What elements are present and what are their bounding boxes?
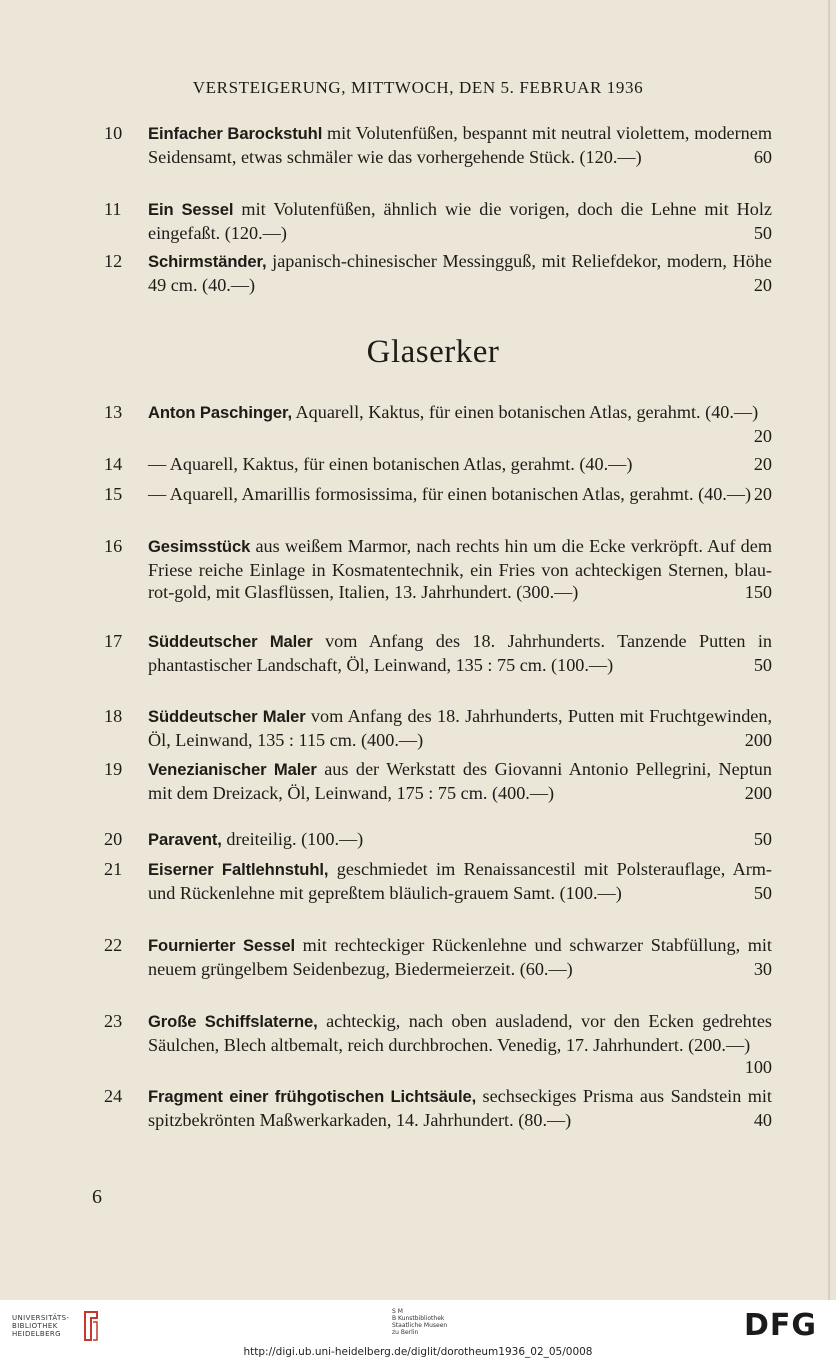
lot-number: 19 xyxy=(104,759,123,779)
library-credit: S M B Kunstbibliothek Staatliche Museen zu Berlin xyxy=(392,1308,448,1336)
lot-price: 200 xyxy=(744,729,772,750)
lot-description: dreiteilig. (100.—) xyxy=(221,829,364,849)
catalog-entry xyxy=(104,453,772,477)
lot-title: Schirmständer, xyxy=(148,252,267,271)
lot-title: Süddeutscher Maler xyxy=(148,632,313,651)
catalog-entry xyxy=(104,934,772,980)
lot-description: Aquarell, Kaktus, für einen botanischen Atlas, gerahmt. (40.—) xyxy=(291,402,759,422)
lot-number: 13 xyxy=(104,402,123,422)
lot-title: Anton Paschinger, xyxy=(148,403,292,422)
catalog-entry xyxy=(104,483,772,507)
university-logo-text: UNIVERSITÄTS- BIBLIOTHEK HEIDELBERG xyxy=(12,1314,70,1338)
lot-price: 60 xyxy=(753,146,772,167)
lot-title: Paravent, xyxy=(148,830,222,849)
lot-price: 20 xyxy=(753,425,772,446)
lot-description: achteckig, nach oben ausladend, vor den Ecken gedrehtes Säulchen, Blech altbemalt, reich durchbrochen. Venedig, 17. Jahrhundert. (200.—) xyxy=(148,1011,772,1055)
lot-description: aus weißem Marmor, nach rechts hin um die Ecke verkröpft. Auf dem Friese reiche Einlage in Kosmatentechnik, ein Fries von achteckigen Sternen, blau-rot-gold, mit Glasflüssen, Italien, 13. Jahrhundert. (300.—) xyxy=(148,536,772,602)
lot-number: 16 xyxy=(104,536,123,556)
lot-number: 15 xyxy=(104,484,123,504)
catalog-entry xyxy=(104,1010,772,1079)
catalog-entry xyxy=(104,535,772,604)
lot-price: 20 xyxy=(753,274,772,295)
lot-title: Süddeutscher Maler xyxy=(148,707,306,726)
catalog-entry xyxy=(104,122,772,168)
catalog-entry xyxy=(104,858,772,904)
lot-description: vom Anfang des 18. Jahrhunderts. Tanzende Putten in phantastischer Landschaft, Öl, Leinwand, 135 : 75 cm. (100.—) xyxy=(148,631,772,675)
lot-number: 14 xyxy=(104,454,123,474)
lot-price: 50 xyxy=(753,882,772,903)
catalog-entry xyxy=(104,828,772,852)
lot-title: Venezianischer Maler xyxy=(148,760,317,779)
lot-description: — Aquarell, Amarillis formosissima, für einen botanischen Atlas, gerahmt. (40.—) xyxy=(148,484,752,504)
lot-price: 20 xyxy=(753,484,772,504)
catalog-entry xyxy=(104,250,772,296)
page-number: 6 xyxy=(92,1186,102,1208)
lot-price: 200 xyxy=(744,782,772,803)
lot-price: 150 xyxy=(744,582,772,602)
catalog-entry xyxy=(104,630,772,676)
lot-description: — Aquarell, Kaktus, für einen botanischen Atlas, gerahmt. (40.—) xyxy=(148,454,633,474)
source-url[interactable]: http://digi.ub.uni-heidelberg.de/diglit/dorotheum1936_02_05/0008 xyxy=(243,1346,593,1358)
catalog-entry xyxy=(104,198,772,244)
lot-price: 100 xyxy=(744,1057,772,1077)
lot-title: Fragment einer frühgotischen Lichtsäule, xyxy=(148,1087,477,1106)
lot-description: mit Volutenfüßen, ähnlich wie die vorigen, doch die Lehne mit Holz eingefaßt. (120.—) xyxy=(148,199,772,243)
lot-number: 11 xyxy=(104,199,122,219)
lot-title: Gesimsstück xyxy=(148,537,251,556)
lot-description: geschmiedet im Renaissancestil mit Polsterauflage, Arm- und Rückenlehne mit gepreßtem bläulich-grauem Samt. (100.—) xyxy=(148,859,772,903)
lot-description: japanisch-chinesischer Messingguß, mit Reliefdekor, modern, Höhe 49 cm. (40.—) xyxy=(148,251,772,295)
lot-number: 18 xyxy=(104,706,123,726)
lot-title: Fournierter Sessel xyxy=(148,936,295,955)
lot-number: 12 xyxy=(104,251,123,271)
catalog-entry xyxy=(104,401,772,447)
section-title: Glaserker xyxy=(366,334,500,370)
crest-icon xyxy=(82,1310,100,1342)
lot-number: 20 xyxy=(104,829,123,849)
lot-price: 20 xyxy=(753,454,772,474)
lot-description: sechseckiges Prisma aus Sandstein mit spitzbekrönten Maßwerkarkaden, 14. Jahrhundert. (80.—) xyxy=(148,1086,772,1130)
lot-title: Große Schiffslaterne, xyxy=(148,1012,318,1031)
lot-price: 40 xyxy=(753,1109,772,1130)
catalog-entry xyxy=(104,1085,772,1131)
lot-title: Eiserner Faltlehnstuhl, xyxy=(148,860,329,879)
lot-number: 22 xyxy=(104,935,123,955)
catalog-entry xyxy=(104,758,772,804)
lot-price: 50 xyxy=(753,222,772,243)
lot-description: vom Anfang des 18. Jahrhunderts, Putten mit Fruchtgewinden, Öl, Leinwand, 135 : 115 cm. (400.—) xyxy=(148,706,772,750)
lot-number: 10 xyxy=(104,123,123,143)
catalog-entry xyxy=(104,705,772,751)
lot-title: Einfacher Barockstuhl xyxy=(148,124,323,143)
lot-number: 24 xyxy=(104,1086,123,1106)
lot-description: mit rechteckiger Rückenlehne und schwarzer Stabfüllung, mit neuem grüngelbem Seidenbezug, Biedermeierzeit. (60.—) xyxy=(148,935,772,979)
digitization-footer xyxy=(0,1300,836,1360)
lot-description: aus der Werkstatt des Giovanni Antonio Pellegrini, Neptun mit dem Dreizack, Öl, Leinwand, 175 : 75 cm. (400.—) xyxy=(148,759,772,803)
lot-number: 17 xyxy=(104,631,123,651)
lot-price: 50 xyxy=(753,829,772,849)
lot-number: 23 xyxy=(104,1011,123,1031)
lot-description: mit Volutenfüßen, bespannt mit neutral violettem, modernem Seidensamt, etwas schmäler wie das vorhergehende Stück. (120.—) xyxy=(148,123,773,167)
dfg-logo: DFG xyxy=(744,1308,818,1343)
page-header: VERSTEIGERUNG, MITTWOCH, DEN 5. FEBRUAR 1936 xyxy=(192,78,644,97)
lot-title: Ein Sessel xyxy=(148,200,234,219)
lot-price: 30 xyxy=(753,958,772,979)
lot-number: 21 xyxy=(104,859,123,879)
lot-price: 50 xyxy=(753,654,772,675)
